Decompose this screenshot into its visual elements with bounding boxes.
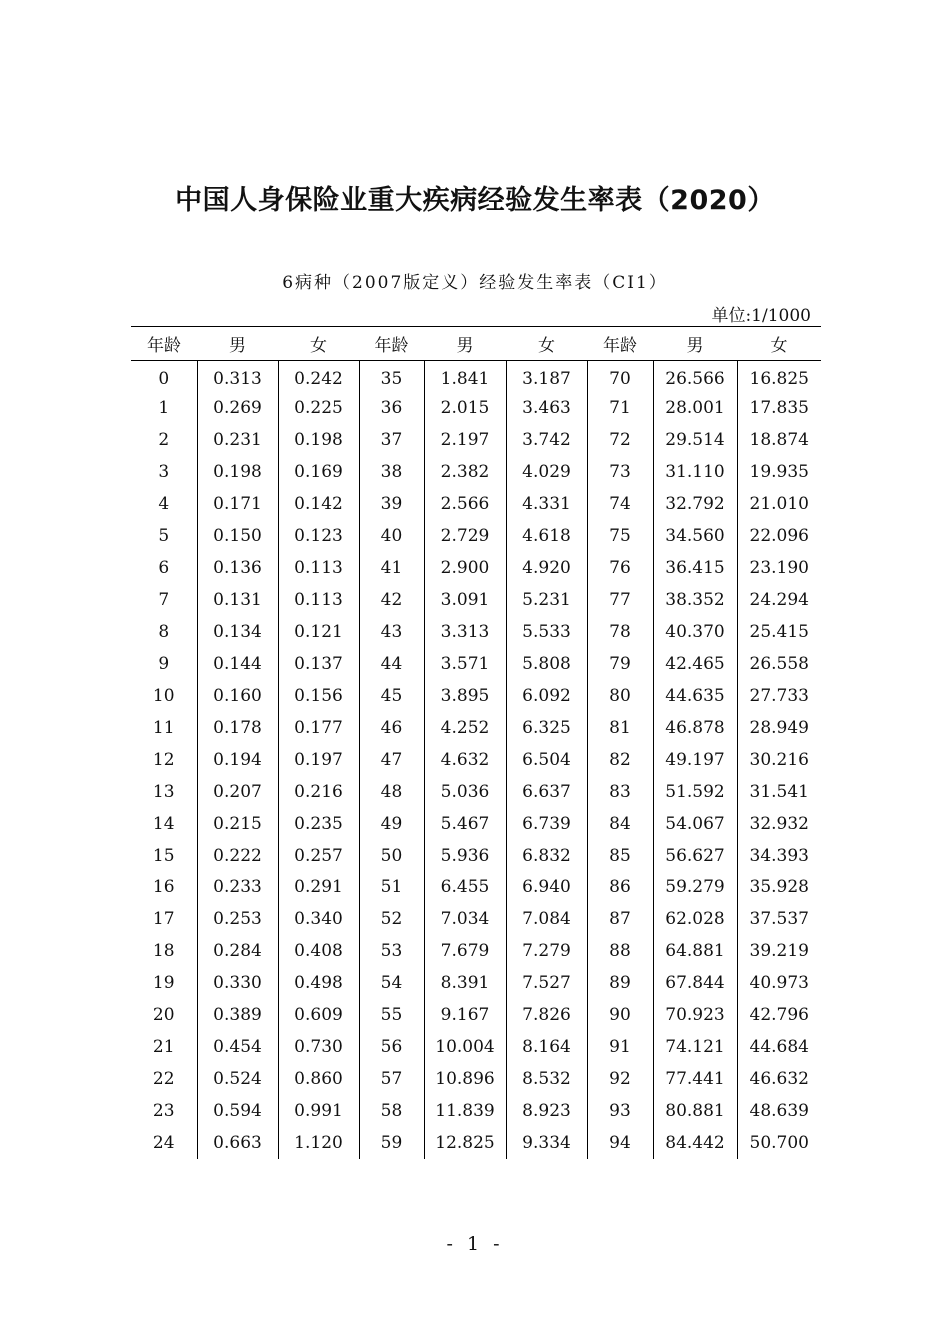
cell-age: 94: [587, 1127, 653, 1159]
header-male: 男: [424, 327, 506, 361]
cell-age: 44: [359, 648, 424, 680]
table-row: [131, 776, 821, 808]
cell-female-rate: 0.408: [278, 935, 359, 967]
cell-age: 8: [158, 621, 170, 642]
cell-male-rate: 9.167: [424, 999, 506, 1031]
cell-male-rate: 0.231: [197, 424, 278, 456]
header-male: 男: [197, 327, 278, 361]
cell-female-rate: 7.279: [506, 935, 587, 967]
cell-age: 39: [359, 488, 424, 520]
cell-female-rate: 3.187: [506, 361, 587, 393]
cell-age: 13: [152, 781, 175, 802]
cell-age: 81: [587, 712, 653, 744]
cell-male-rate: 0.313: [197, 361, 278, 393]
cell-age: 2: [158, 430, 170, 451]
cell-female-rate: 0.225: [278, 392, 359, 424]
cell-age: 75: [587, 520, 653, 552]
header-age: 年龄: [131, 327, 197, 361]
cell-age: 90: [587, 999, 653, 1031]
cell-age: 43: [359, 616, 424, 648]
cell-female-rate: 6.637: [506, 776, 587, 808]
cell-male-rate: 0.144: [197, 648, 278, 680]
cell-age: 42: [359, 584, 424, 616]
cell-male-rate: 0.454: [197, 1031, 278, 1063]
cell-female-rate: 0.169: [278, 456, 359, 488]
cell-female-rate: 0.198: [278, 424, 359, 456]
cell-age: 57: [359, 1063, 424, 1095]
cell-female-rate: 5.231: [506, 584, 587, 616]
cell-age: 71: [587, 392, 653, 424]
cell-male-rate: 29.514: [653, 424, 737, 456]
cell-female-rate: 0.609: [278, 999, 359, 1031]
table-row: [131, 872, 821, 904]
cell-male-rate: 40.370: [653, 616, 737, 648]
cell-female-rate: 40.973: [737, 967, 821, 999]
cell-male-rate: 3.313: [424, 616, 506, 648]
cell-male-rate: 5.036: [424, 776, 506, 808]
unit-label: 单位:1/1000: [711, 306, 811, 326]
cell-male-rate: 4.252: [424, 712, 506, 744]
cell-age: 79: [587, 648, 653, 680]
table-row: [131, 744, 821, 776]
cell-female-rate: 8.923: [506, 1095, 587, 1127]
cell-female-rate: 24.294: [737, 584, 821, 616]
cell-male-rate: 0.136: [197, 552, 278, 584]
cell-age: 72: [587, 424, 653, 456]
cell-female-rate: 31.541: [737, 776, 821, 808]
cell-age: 19: [152, 973, 175, 994]
cell-age: 20: [152, 1005, 175, 1026]
cell-female-rate: 5.533: [506, 616, 587, 648]
cell-female-rate: 19.935: [737, 456, 821, 488]
cell-age: 78: [587, 616, 653, 648]
cell-age: 54: [359, 967, 424, 999]
cell-age: 53: [359, 935, 424, 967]
cell-male-rate: 32.792: [653, 488, 737, 520]
cell-female-rate: 0.142: [278, 488, 359, 520]
cell-male-rate: 2.382: [424, 456, 506, 488]
cell-male-rate: 0.269: [197, 392, 278, 424]
cell-female-rate: 16.825: [737, 361, 821, 393]
table-row: [131, 616, 821, 648]
cell-female-rate: 22.096: [737, 520, 821, 552]
cell-female-rate: 44.684: [737, 1031, 821, 1063]
incidence-rate-table: [131, 326, 821, 1159]
cell-age: 4: [158, 494, 170, 515]
cell-age: 93: [587, 1095, 653, 1127]
cell-age: 9: [158, 653, 170, 674]
cell-male-rate: 26.566: [653, 361, 737, 393]
cell-female-rate: 3.742: [506, 424, 587, 456]
cell-female-rate: 30.216: [737, 744, 821, 776]
cell-male-rate: 0.253: [197, 903, 278, 935]
cell-female-rate: 0.242: [278, 361, 359, 393]
cell-male-rate: 46.878: [653, 712, 737, 744]
cell-male-rate: 3.091: [424, 584, 506, 616]
cell-male-rate: 34.560: [653, 520, 737, 552]
cell-male-rate: 67.844: [653, 967, 737, 999]
cell-male-rate: 77.441: [653, 1063, 737, 1095]
cell-male-rate: 6.455: [424, 872, 506, 904]
cell-male-rate: 0.194: [197, 744, 278, 776]
cell-female-rate: 6.940: [506, 872, 587, 904]
cell-age: 23: [152, 1101, 175, 1122]
cell-male-rate: 2.197: [424, 424, 506, 456]
cell-male-rate: 70.923: [653, 999, 737, 1031]
cell-female-rate: 9.334: [506, 1127, 587, 1159]
cell-age: 3: [158, 462, 170, 483]
cell-age: 59: [359, 1127, 424, 1159]
cell-male-rate: 5.467: [424, 808, 506, 840]
cell-age: 12: [152, 749, 175, 770]
table-row: [131, 1063, 821, 1095]
page-number: - 1 -: [446, 1233, 504, 1255]
cell-male-rate: 0.131: [197, 584, 278, 616]
table-row: [131, 648, 821, 680]
cell-age: 52: [359, 903, 424, 935]
table-row: [131, 1031, 821, 1063]
cell-age: 73: [587, 456, 653, 488]
cell-male-rate: 5.936: [424, 840, 506, 872]
cell-female-rate: 0.498: [278, 967, 359, 999]
cell-female-rate: 0.291: [278, 872, 359, 904]
cell-age: 15: [152, 845, 175, 866]
cell-male-rate: 2.566: [424, 488, 506, 520]
cell-age: 5: [158, 526, 170, 547]
cell-male-rate: 0.284: [197, 935, 278, 967]
cell-age: 83: [587, 776, 653, 808]
cell-male-rate: 44.635: [653, 680, 737, 712]
cell-age: 21: [152, 1037, 175, 1058]
cell-male-rate: 0.594: [197, 1095, 278, 1127]
page-title: 中国人身保险业重大疾病经验发生率表（2020）: [175, 185, 775, 216]
cell-age: 89: [587, 967, 653, 999]
cell-age: 56: [359, 1031, 424, 1063]
cell-age: 86: [587, 872, 653, 904]
cell-female-rate: 8.532: [506, 1063, 587, 1095]
cell-male-rate: 2.729: [424, 520, 506, 552]
cell-male-rate: 51.592: [653, 776, 737, 808]
cell-age: 76: [587, 552, 653, 584]
cell-male-rate: 2.015: [424, 392, 506, 424]
cell-male-rate: 3.571: [424, 648, 506, 680]
cell-male-rate: 0.389: [197, 999, 278, 1031]
cell-age: 35: [359, 361, 424, 393]
cell-age: 48: [359, 776, 424, 808]
table-row: [131, 935, 821, 967]
cell-age: 38: [359, 456, 424, 488]
cell-male-rate: 36.415: [653, 552, 737, 584]
cell-age: 47: [359, 744, 424, 776]
cell-female-rate: 0.113: [278, 584, 359, 616]
cell-age: 85: [587, 840, 653, 872]
cell-age: 16: [152, 877, 175, 898]
cell-male-rate: 0.663: [197, 1127, 278, 1159]
cell-age: 14: [152, 813, 175, 834]
cell-male-rate: 74.121: [653, 1031, 737, 1063]
cell-male-rate: 11.839: [424, 1095, 506, 1127]
cell-female-rate: 0.991: [278, 1095, 359, 1127]
cell-male-rate: 4.632: [424, 744, 506, 776]
header-female: 女: [737, 327, 821, 361]
cell-male-rate: 54.067: [653, 808, 737, 840]
cell-male-rate: 0.524: [197, 1063, 278, 1095]
cell-age: 1: [158, 398, 170, 419]
cell-male-rate: 0.171: [197, 488, 278, 520]
cell-age: 7: [158, 590, 170, 611]
cell-age: 22: [152, 1069, 175, 1090]
cell-male-rate: 2.900: [424, 552, 506, 584]
cell-age: 41: [359, 552, 424, 584]
cell-female-rate: 0.177: [278, 712, 359, 744]
cell-male-rate: 0.330: [197, 967, 278, 999]
cell-male-rate: 8.391: [424, 967, 506, 999]
cell-age: 70: [587, 361, 653, 393]
cell-age: 0: [158, 368, 170, 389]
cell-female-rate: 6.504: [506, 744, 587, 776]
cell-age: 50: [359, 840, 424, 872]
table-row: [131, 392, 821, 424]
table-row: [131, 584, 821, 616]
cell-female-rate: 4.029: [506, 456, 587, 488]
cell-female-rate: 26.558: [737, 648, 821, 680]
cell-female-rate: 35.928: [737, 872, 821, 904]
cell-female-rate: 7.826: [506, 999, 587, 1031]
cell-male-rate: 10.896: [424, 1063, 506, 1095]
cell-age: 46: [359, 712, 424, 744]
cell-age: 49: [359, 808, 424, 840]
cell-female-rate: 6.832: [506, 840, 587, 872]
cell-male-rate: 7.679: [424, 935, 506, 967]
cell-age: 6: [158, 558, 170, 579]
table-row: [131, 520, 821, 552]
cell-male-rate: 31.110: [653, 456, 737, 488]
header-age: 年龄: [587, 327, 653, 361]
table-row: [131, 808, 821, 840]
table-row: [131, 999, 821, 1031]
table-row: [131, 361, 821, 393]
cell-female-rate: 0.123: [278, 520, 359, 552]
table-row: [131, 456, 821, 488]
table-row: [131, 424, 821, 456]
cell-female-rate: 18.874: [737, 424, 821, 456]
cell-female-rate: 28.949: [737, 712, 821, 744]
cell-age: 77: [587, 584, 653, 616]
cell-age: 80: [587, 680, 653, 712]
cell-age: 51: [359, 872, 424, 904]
cell-female-rate: 23.190: [737, 552, 821, 584]
cell-female-rate: 7.084: [506, 903, 587, 935]
cell-female-rate: 37.537: [737, 903, 821, 935]
cell-age: 40: [359, 520, 424, 552]
cell-female-rate: 25.415: [737, 616, 821, 648]
cell-female-rate: 1.120: [278, 1127, 359, 1159]
cell-female-rate: 0.121: [278, 616, 359, 648]
cell-male-rate: 10.004: [424, 1031, 506, 1063]
cell-female-rate: 32.932: [737, 808, 821, 840]
cell-male-rate: 0.222: [197, 840, 278, 872]
header-female: 女: [278, 327, 359, 361]
cell-age: 37: [359, 424, 424, 456]
table-row: [131, 1127, 821, 1159]
table-body: [131, 361, 821, 1159]
cell-female-rate: 7.527: [506, 967, 587, 999]
table-title: 6病种（2007版定义）经验发生率表（CI1）: [282, 273, 668, 293]
cell-male-rate: 80.881: [653, 1095, 737, 1127]
cell-male-rate: 38.352: [653, 584, 737, 616]
cell-male-rate: 59.279: [653, 872, 737, 904]
cell-age: 82: [587, 744, 653, 776]
cell-age: 92: [587, 1063, 653, 1095]
cell-female-rate: 6.325: [506, 712, 587, 744]
header-female: 女: [506, 327, 587, 361]
cell-age: 58: [359, 1095, 424, 1127]
table-row: [131, 1095, 821, 1127]
cell-male-rate: 0.150: [197, 520, 278, 552]
cell-male-rate: 0.134: [197, 616, 278, 648]
cell-male-rate: 64.881: [653, 935, 737, 967]
table-header-row: [131, 327, 821, 361]
cell-female-rate: 0.137: [278, 648, 359, 680]
cell-male-rate: 56.627: [653, 840, 737, 872]
cell-female-rate: 39.219: [737, 935, 821, 967]
cell-female-rate: 27.733: [737, 680, 821, 712]
cell-female-rate: 0.216: [278, 776, 359, 808]
cell-female-rate: 46.632: [737, 1063, 821, 1095]
cell-age: 24: [152, 1132, 175, 1153]
cell-male-rate: 0.233: [197, 872, 278, 904]
cell-female-rate: 5.808: [506, 648, 587, 680]
cell-male-rate: 84.442: [653, 1127, 737, 1159]
cell-age: 11: [152, 717, 175, 738]
table-row: [131, 680, 821, 712]
table-row: [131, 967, 821, 999]
cell-male-rate: 1.841: [424, 361, 506, 393]
cell-female-rate: 6.092: [506, 680, 587, 712]
cell-female-rate: 4.331: [506, 488, 587, 520]
cell-age: 91: [587, 1031, 653, 1063]
cell-age: 55: [359, 999, 424, 1031]
cell-female-rate: 50.700: [737, 1127, 821, 1159]
cell-male-rate: 49.197: [653, 744, 737, 776]
cell-female-rate: 0.113: [278, 552, 359, 584]
cell-female-rate: 6.739: [506, 808, 587, 840]
cell-male-rate: 0.178: [197, 712, 278, 744]
cell-male-rate: 42.465: [653, 648, 737, 680]
cell-age: 45: [359, 680, 424, 712]
table-row: [131, 552, 821, 584]
cell-female-rate: 8.164: [506, 1031, 587, 1063]
cell-female-rate: 4.618: [506, 520, 587, 552]
cell-female-rate: 4.920: [506, 552, 587, 584]
table-row: [131, 903, 821, 935]
header-male: 男: [653, 327, 737, 361]
cell-age: 87: [587, 903, 653, 935]
cell-female-rate: 21.010: [737, 488, 821, 520]
cell-age: 17: [152, 909, 175, 930]
cell-male-rate: 28.001: [653, 392, 737, 424]
cell-female-rate: 48.639: [737, 1095, 821, 1127]
cell-male-rate: 62.028: [653, 903, 737, 935]
cell-age: 18: [152, 941, 175, 962]
header-age: 年龄: [359, 327, 424, 361]
table-row: [131, 840, 821, 872]
cell-age: 36: [359, 392, 424, 424]
cell-female-rate: 0.340: [278, 903, 359, 935]
table-row: [131, 488, 821, 520]
cell-female-rate: 0.860: [278, 1063, 359, 1095]
cell-female-rate: 3.463: [506, 392, 587, 424]
cell-female-rate: 42.796: [737, 999, 821, 1031]
cell-female-rate: 0.235: [278, 808, 359, 840]
cell-male-rate: 0.207: [197, 776, 278, 808]
cell-male-rate: 0.215: [197, 808, 278, 840]
cell-male-rate: 0.160: [197, 680, 278, 712]
cell-male-rate: 3.895: [424, 680, 506, 712]
cell-male-rate: 12.825: [424, 1127, 506, 1159]
cell-female-rate: 0.257: [278, 840, 359, 872]
cell-age: 10: [152, 685, 175, 706]
cell-age: 84: [587, 808, 653, 840]
cell-age: 74: [587, 488, 653, 520]
table-row: [131, 712, 821, 744]
cell-age: 88: [587, 935, 653, 967]
cell-male-rate: 7.034: [424, 903, 506, 935]
cell-female-rate: 0.730: [278, 1031, 359, 1063]
cell-female-rate: 0.156: [278, 680, 359, 712]
cell-female-rate: 34.393: [737, 840, 821, 872]
cell-male-rate: 0.198: [197, 456, 278, 488]
cell-female-rate: 17.835: [737, 392, 821, 424]
cell-female-rate: 0.197: [278, 744, 359, 776]
